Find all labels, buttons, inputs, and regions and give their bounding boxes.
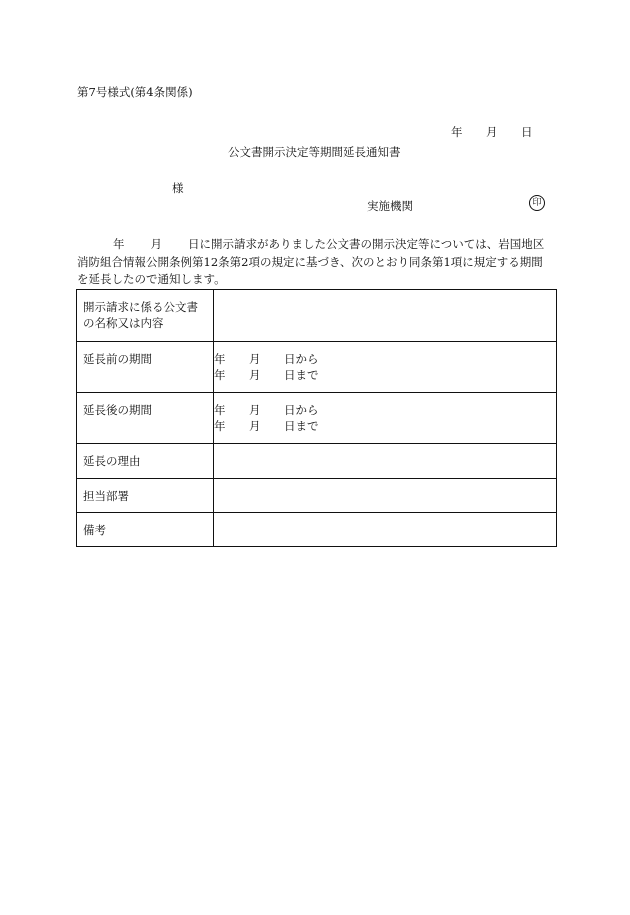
period-from: 年 月 日から [214, 352, 319, 366]
period-to: 年 月 日まで [214, 368, 319, 382]
row-label: 開示請求に係る公文書の名称又は内容 [77, 290, 214, 342]
table-row [77, 444, 557, 479]
row-label: 延長後の期間 [77, 393, 214, 444]
document-name-field[interactable] [214, 290, 557, 342]
table-row [77, 479, 557, 513]
period-to: 年 月 日まで [214, 419, 319, 433]
row-label: 延長前の期間 [77, 342, 214, 393]
date-year-label: 年 [451, 125, 463, 139]
department-field[interactable] [214, 479, 557, 513]
table-row [77, 342, 557, 393]
addressee-suffix: 様 [172, 181, 184, 195]
period-from: 年 月 日から [214, 403, 319, 417]
remarks-field[interactable] [214, 513, 557, 547]
body-line-1 [77, 236, 557, 254]
table-row [77, 393, 557, 444]
date-day-label: 日 [521, 125, 533, 139]
body-paragraph [77, 236, 557, 289]
table-row [77, 290, 557, 342]
row-label: 延長の理由 [77, 444, 214, 479]
period-after-field[interactable] [214, 393, 557, 444]
agency-label: 実施機関 [367, 199, 413, 213]
form-number: 第7号様式(第4条関係) [77, 85, 193, 99]
period-before-field[interactable] [214, 342, 557, 393]
body-month: 月 [150, 237, 162, 251]
date-month-label: 月 [486, 125, 498, 139]
extension-reason-field[interactable] [214, 444, 557, 479]
info-table [76, 289, 557, 547]
document-title: 公文書開示決定等期間延長通知書 [228, 145, 401, 159]
seal-icon: 印 [529, 195, 545, 211]
body-line-3: を延長したので通知します。 [77, 272, 226, 286]
table-row [77, 513, 557, 547]
body-year: 年 [113, 237, 125, 251]
row-label: 備考 [77, 513, 214, 547]
body-line-2: 消防組合情報公開条例第12条第2項の規定に基づき、次のとおり同条第1項に規定する期間 [77, 254, 543, 269]
body-line-1-rest: 日に開示請求がありました公文書の開示決定等については、岩国地区 [188, 237, 545, 251]
row-label: 担当部署 [77, 479, 214, 513]
